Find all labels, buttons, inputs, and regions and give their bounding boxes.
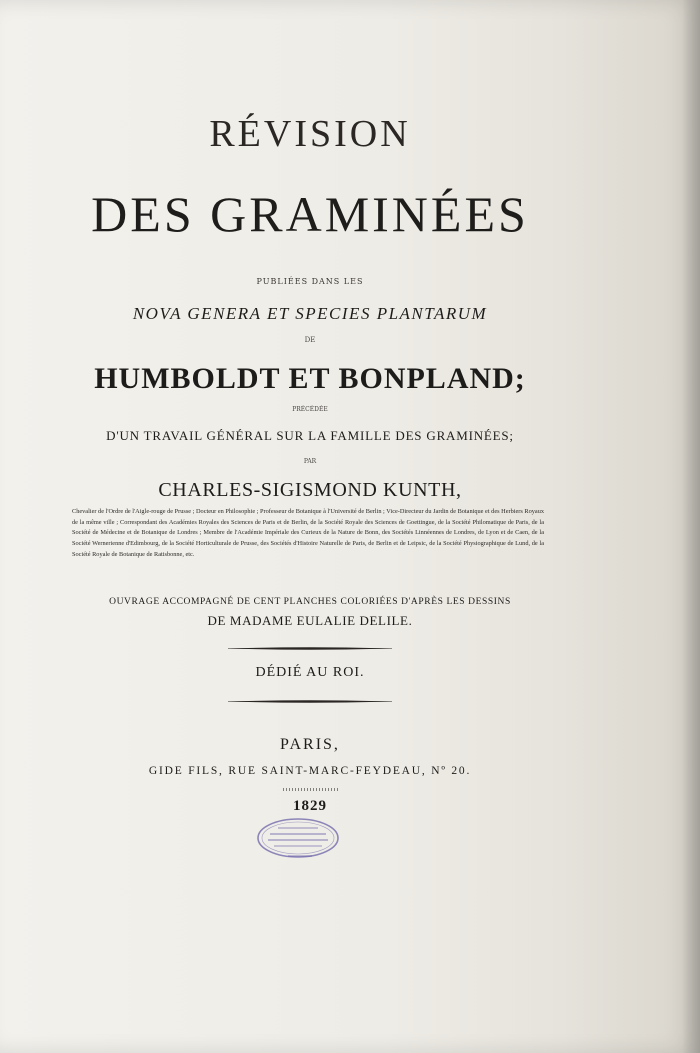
library-stamp (256, 815, 340, 861)
general-work-line: D'UN TRAVAIL GÉNÉRAL SUR LA FAMILLE DES GRAMINÉES; (106, 428, 514, 443)
ornamental-rule-top (228, 645, 392, 652)
par-label: PAR (303, 458, 317, 465)
preceded-label: PRÉCÉDÉE (292, 406, 328, 413)
imprint-year: 1829 (293, 798, 327, 814)
dedication: DÉDIÉ AU ROI. (255, 665, 365, 680)
title-line-2: DES GRAMINÉES (91, 186, 529, 242)
de-label: DE (304, 336, 316, 344)
illustrator-name: DE MADAME EULALIE DELILE. (207, 613, 413, 628)
author-credentials: Chevalier de l'Ordre de l'Aigle-rouge de Prusse ; Docteur en Philosophie ; Professeur de Botanique à l'Université de Berlin ; Vice-Directeur du Jardin de Botanique et des Herbiers Royaux de la même ville ; Correspondant des Académies Royales des Sciences de Paris et de Berlin, de la Société Royale des Sciences de Goettingue, de la Société Philomatique de Paris, de la Société de Médecine et de Botanique de Londres ; Membre de l'Académie Impériale des Curieux de la Nature de Bonn, des Sociétés Linnéennes de Londres, de Lyon et de Caen, de la Société Wernerienne d'Edimbourg, de la Société Horticulturale de Prusse, des Sociétés d'Histoire Naturelle de Paris, de Berlin et de Leipsic, de la Société Physiographique de Lund, de la Société Royale de Botanique de Ratisbonne, etc. (72, 508, 544, 558)
author-name: CHARLES-SIGISMOND KUNTH, (158, 479, 462, 501)
original-authors: HUMBOLDT ET BONPLAND; (94, 362, 526, 395)
imprint-publisher: GIDE FILS, RUE SAINT-MARC-FEYDEAU, Nº 20. (148, 765, 472, 777)
work-title: NOVA GENERA ET SPECIES PLANTARUM (132, 304, 488, 323)
plates-note: OUVRAGE ACCOMPAGNÉ DE CENT PLANCHES COLORIÉES D'APRÈS LES DESSINS (109, 597, 511, 607)
ornamental-rule-bottom (228, 698, 392, 705)
page-fold-shadow (682, 0, 700, 1053)
title-line-1: RÉVISION (209, 113, 411, 155)
imprint-city: PARIS, (280, 736, 340, 753)
published-in-label: PUBLIÉES DANS LES (256, 277, 364, 286)
dotted-rule (283, 788, 339, 791)
